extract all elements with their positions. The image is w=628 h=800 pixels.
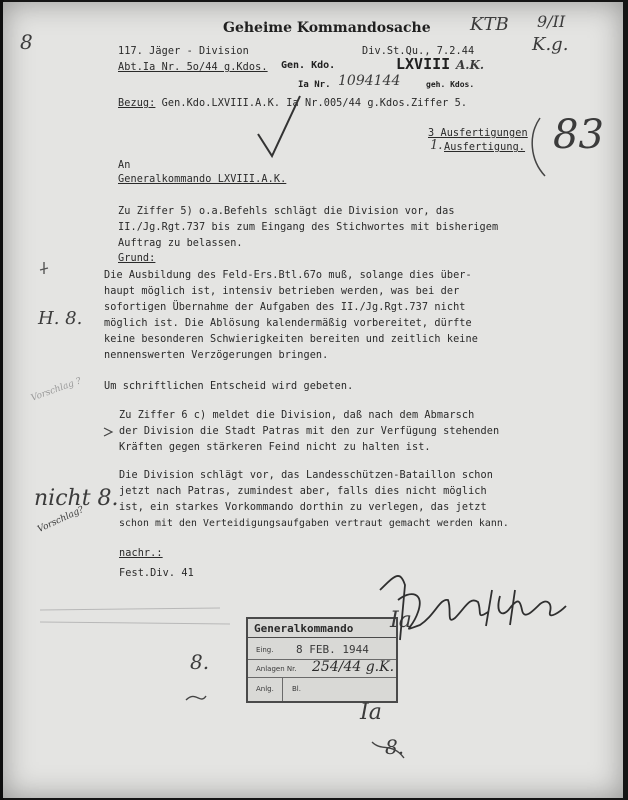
margin-tick-icon bbox=[40, 262, 48, 274]
bracket-icon bbox=[532, 118, 545, 176]
body-line: Die Division schlägt vor, das Landesschützen-Bataillon schon bbox=[119, 470, 494, 481]
eing-label: Eing. bbox=[256, 646, 274, 654]
body-line: Zu Ziffer 6 c) meldet die Division, daß nach dem Abmarsch bbox=[119, 410, 475, 421]
scribble-icon bbox=[372, 742, 404, 758]
stamp-ianr-number: 1094144 bbox=[338, 73, 401, 89]
body-line: Die Ausbildung des Feld-Ers.Btl.67o muß, solange dies über- bbox=[104, 270, 472, 281]
stamp-genkdo: Gen. Kdo. bbox=[281, 60, 336, 71]
reference-text: Gen.Kdo.LXVIII.A.K. Ia Nr.005/44 g.Kdos.Ziffer 5. bbox=[161, 98, 468, 109]
receipt-stamp-title: Generalkommando bbox=[254, 622, 354, 635]
hq-date: Div.St.Qu., 7.2.44 bbox=[362, 46, 475, 57]
margin-note: H. 8. bbox=[38, 308, 83, 329]
body-line: sofortigen Übernahme der Aufgaben des II./Jg.Rgt.737 nicht bbox=[104, 302, 466, 313]
body-line: ist, ein starkes Vorkommando dorthin zu verlegen, das jetzt bbox=[119, 502, 487, 513]
anlg-label: Anlg. bbox=[256, 685, 274, 693]
classification-heading: Geheime Kommandosache bbox=[223, 20, 431, 36]
grund-label: Grund: bbox=[118, 253, 156, 264]
stamp-gkdos: geh. Kdos. bbox=[426, 80, 475, 89]
margin-note: 8. bbox=[190, 650, 210, 674]
faint-writing-icon bbox=[40, 608, 230, 624]
margin-note: 8. bbox=[385, 735, 405, 759]
body-line: möglich ist. Die Ablösung kalendermäßig vorbereitet, dürfte bbox=[104, 318, 472, 329]
margin-note: Vorschlag ? bbox=[29, 376, 83, 404]
signature-icon bbox=[380, 576, 566, 640]
body-line: haupt möglich ist, intensiv betrieben werden, was bei der bbox=[104, 286, 460, 297]
nr-value: 254/44 g.K. bbox=[312, 659, 395, 675]
distribution-label: nachr.: bbox=[119, 548, 163, 559]
body-line: jetzt nach Patras, zumindest aber, falls dies nicht möglich bbox=[119, 486, 487, 497]
margin-note: Ia bbox=[390, 608, 412, 633]
scribble-icon bbox=[186, 696, 206, 700]
stamp-corps: LXVIII bbox=[396, 55, 451, 73]
body-line: Auftrag zu belassen. bbox=[118, 238, 243, 249]
bl-label: Bl. bbox=[292, 685, 301, 693]
copies-count: 3 Ausfertigungen bbox=[428, 128, 528, 139]
body-line: Um schriftlichen Entscheid wird gebeten. bbox=[104, 381, 354, 392]
body-line: keine besonderen Schwierigkeiten bereiten und zeitlich keine bbox=[104, 334, 479, 345]
margin-note: Vorschlag? bbox=[36, 504, 86, 536]
reference-label: Bezug: bbox=[118, 98, 156, 109]
eing-date: 8 FEB. 1944 bbox=[296, 643, 369, 656]
stamp-ianr-prefix: Ia Nr. bbox=[298, 80, 331, 90]
body-line: nennenswerten Verzögerungen bringen. bbox=[104, 350, 329, 361]
check-mark-icon bbox=[258, 96, 300, 156]
address-to: An bbox=[118, 160, 131, 171]
distribution-recipient: Fest.Div. 41 bbox=[119, 568, 194, 579]
handwritten-ktb: KTB bbox=[470, 14, 509, 35]
division-name: 117. Jäger - Division bbox=[118, 46, 249, 57]
margin-note: nicht 8. bbox=[34, 486, 119, 511]
margin-note: Ia bbox=[360, 700, 382, 725]
copy-number-label: Ausfertigung. bbox=[444, 142, 526, 153]
copy-number: 1. bbox=[430, 138, 443, 153]
handwritten-date: 9/II bbox=[537, 12, 566, 31]
body-line: der Division die Stadt Patras mit den zur Verfügung stehenden bbox=[119, 426, 500, 437]
body-line: II./Jg.Rgt.737 bis zum Eingang des Stichwortes mit bisherigem bbox=[118, 222, 499, 233]
body-line: Zu Ziffer 5) o.a.Befehls schlägt die Division vor, das bbox=[118, 206, 455, 217]
arrow-icon bbox=[104, 428, 112, 436]
department-reference: Abt.Ia Nr. 5o/44 g.Kdos. bbox=[118, 62, 268, 73]
margin-note: 8 bbox=[20, 30, 33, 54]
handwritten-number: 83 bbox=[553, 112, 604, 158]
recipient: Generalkommando LXVIII.A.K. bbox=[118, 174, 287, 185]
body-line: Kräften gegen stärkeren Feind nicht zu halten ist. bbox=[119, 442, 431, 453]
nr-label: Anlagen Nr. bbox=[256, 665, 297, 673]
stamp-ak: A.K. bbox=[456, 58, 485, 72]
handwritten-mark: K.g. bbox=[532, 34, 569, 55]
body-line: schon mit den Verteidigungsaufgaben vertraut gemacht werden kann. bbox=[119, 518, 509, 529]
